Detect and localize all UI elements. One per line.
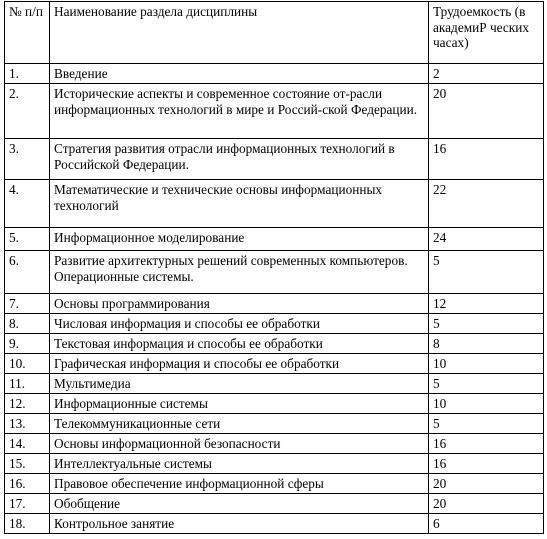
row-name: Мультимедиа — [50, 374, 429, 394]
row-num: 5. — [5, 228, 50, 251]
row-hours: 24 — [429, 228, 544, 251]
row-num: 6. — [5, 251, 50, 294]
row-hours: 16 — [429, 139, 544, 180]
row-name: Информационное моделирование — [50, 228, 429, 251]
row-hours: 5 — [429, 314, 544, 334]
row-hours: 5 — [429, 251, 544, 294]
row-name: Интеллектуальные системы — [50, 454, 429, 474]
row-num: 14. — [5, 434, 50, 454]
row-name: Исторические аспекты и современное состояние от-расли информационных технологий в мире и Россий-ской Федерации. — [50, 84, 429, 139]
table-row — [5, 64, 544, 84]
row-name: Графическая информация и способы ее обработки — [50, 354, 429, 374]
table-row — [5, 84, 544, 139]
table-row — [5, 414, 544, 434]
table-row — [5, 454, 544, 474]
row-name: Основы программирования — [50, 294, 429, 314]
table-row — [5, 494, 544, 514]
row-num: 11. — [5, 374, 50, 394]
row-name: Числовая информация и способы ее обработки — [50, 314, 429, 334]
table-row — [5, 514, 544, 534]
table-row — [5, 314, 544, 334]
row-num: 17. — [5, 494, 50, 514]
row-name: Стратегия развития отрасли информационных технологий в Российской Федерации. — [50, 139, 429, 180]
table-row — [5, 354, 544, 374]
row-num: 2. — [5, 84, 50, 139]
row-num: 13. — [5, 414, 50, 434]
row-num: 15. — [5, 454, 50, 474]
table-row — [5, 394, 544, 414]
row-num: 8. — [5, 314, 50, 334]
row-num: 7. — [5, 294, 50, 314]
row-hours: 6 — [429, 514, 544, 534]
table-header-row — [5, 2, 544, 64]
row-hours: 16 — [429, 454, 544, 474]
row-hours: 5 — [429, 374, 544, 394]
table-row — [5, 228, 544, 251]
header-num: № п/п — [5, 2, 50, 64]
row-name: Текстовая информация и способы ее обработки — [50, 334, 429, 354]
row-num: 1. — [5, 64, 50, 84]
row-name: Информационные системы — [50, 394, 429, 414]
row-name: Введение — [50, 64, 429, 84]
row-num: 12. — [5, 394, 50, 414]
row-hours: 20 — [429, 494, 544, 514]
row-num: 16. — [5, 474, 50, 494]
row-num: 3. — [5, 139, 50, 180]
row-hours: 5 — [429, 414, 544, 434]
discipline-sections-table — [4, 1, 544, 534]
row-hours: 10 — [429, 394, 544, 414]
row-hours: 20 — [429, 84, 544, 139]
row-num: 9. — [5, 334, 50, 354]
row-num: 10. — [5, 354, 50, 374]
row-num: 18. — [5, 514, 50, 534]
row-hours: 16 — [429, 434, 544, 454]
row-hours: 2 — [429, 64, 544, 84]
table-row — [5, 374, 544, 394]
row-num: 4. — [5, 180, 50, 228]
table-row — [5, 180, 544, 228]
row-name: Правовое обеспечение информационной сферы — [50, 474, 429, 494]
row-hours: 20 — [429, 474, 544, 494]
row-name: Основы информационной безопасности — [50, 434, 429, 454]
table-row — [5, 139, 544, 180]
table-row — [5, 251, 544, 294]
row-name: Обобщение — [50, 494, 429, 514]
table-row — [5, 434, 544, 454]
row-name: Развитие архитектурных решений современных компьютеров. Операционные системы. — [50, 251, 429, 294]
row-hours: 8 — [429, 334, 544, 354]
row-name: Контрольное занятие — [50, 514, 429, 534]
table-row — [5, 474, 544, 494]
row-hours: 10 — [429, 354, 544, 374]
header-hours: Трудоемкость (в академиР ческих часах) — [429, 2, 544, 64]
table-row — [5, 294, 544, 314]
row-name: Телекоммуникационные сети — [50, 414, 429, 434]
table-row — [5, 334, 544, 354]
row-hours: 22 — [429, 180, 544, 228]
row-hours: 12 — [429, 294, 544, 314]
header-name: Наименование раздела дисциплины — [50, 2, 429, 64]
row-name: Математические и технические основы информационных технологий — [50, 180, 429, 228]
